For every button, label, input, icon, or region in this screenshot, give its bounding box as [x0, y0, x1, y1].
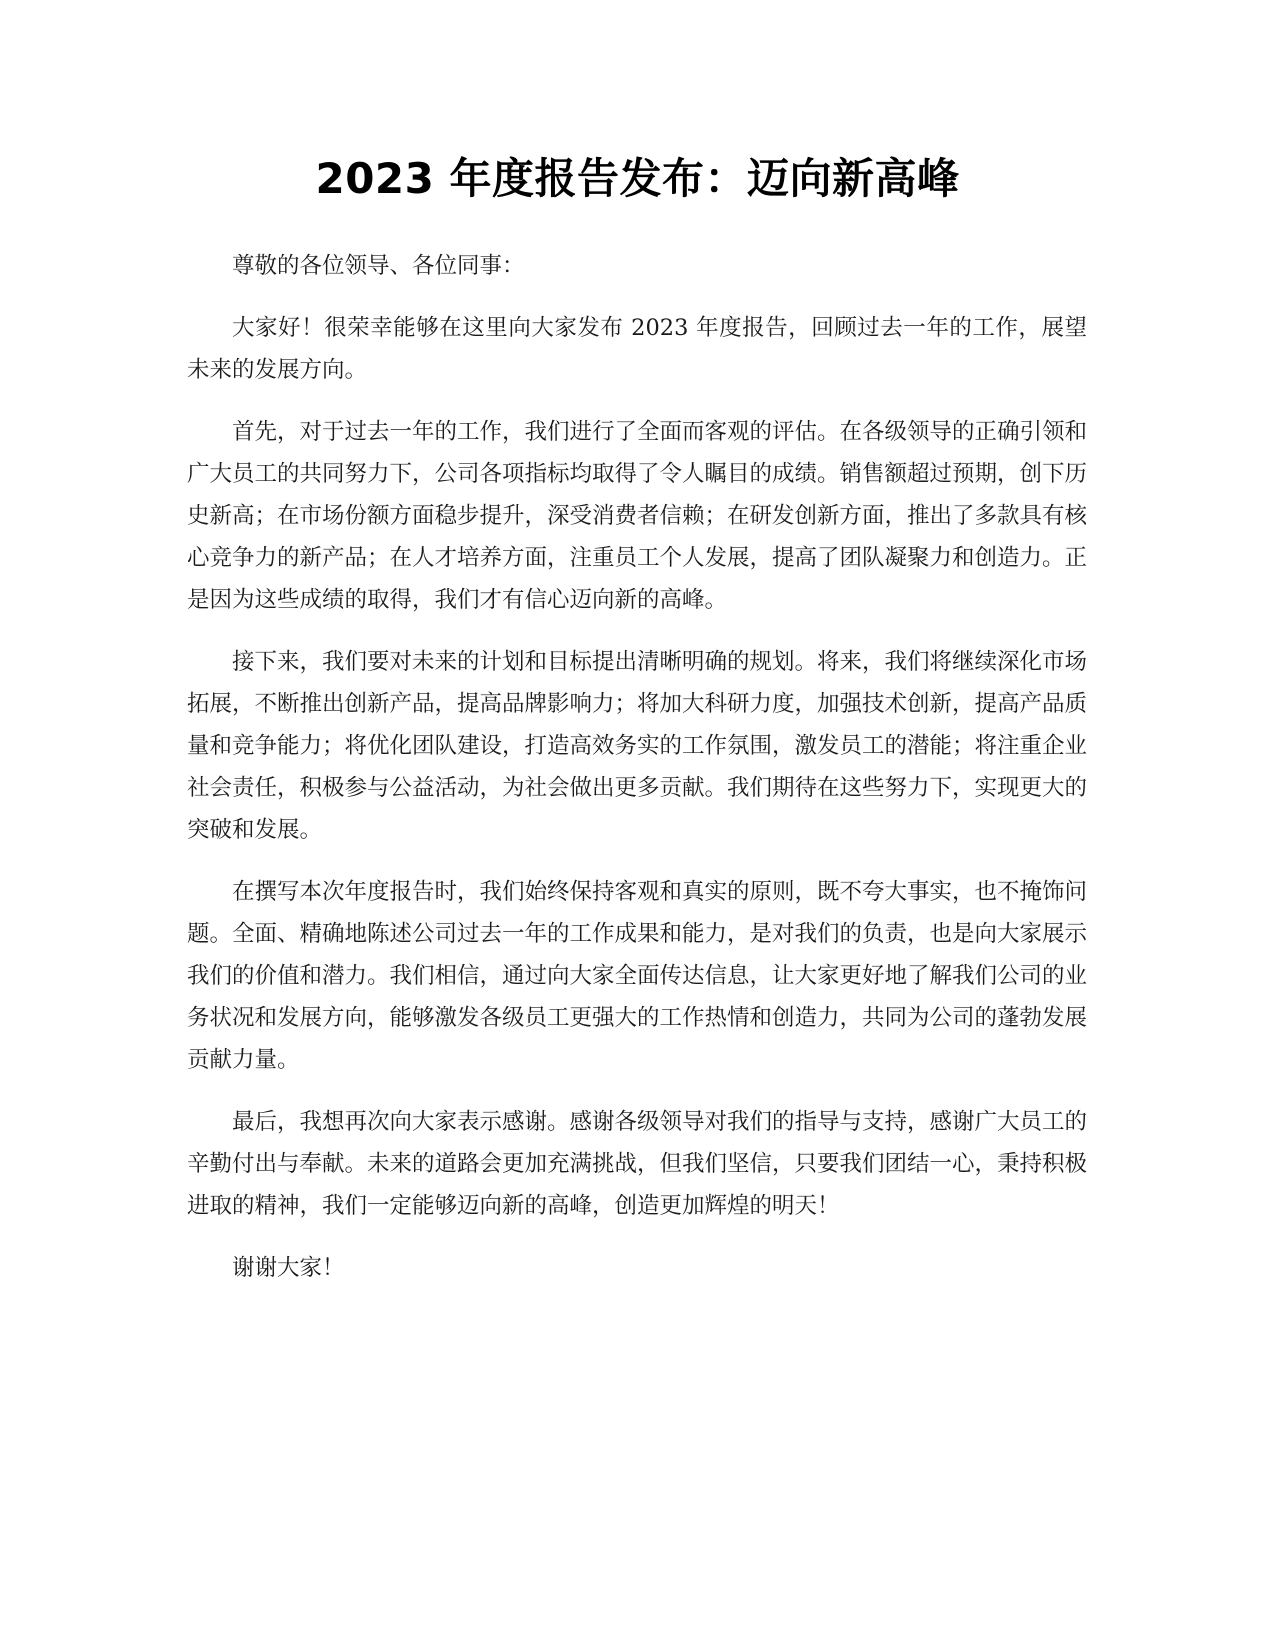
review-paragraph: 首先，对于过去一年的工作，我们进行了全面而客观的评估。在各级领导的正确引领和广大员工的共同努力下，公司各项指标均取得了令人瞩目的成绩。销售额超过预期，创下历史新高；在市场份额方面稳步提升，深受消费者信赖；在研发创新方面，推出了多款具有核心竞争力的新产品；在人才培养方面，注重员工个人发展，提高了团队凝聚力和创造力。正是因为这些成绩的取得，我们才有信心迈向新的高峰。: [187, 419, 1088, 613]
closing-paragraph: 最后，我想再次向大家表示感谢。感谢各级领导对我们的指导与支持，感谢广大员工的辛勤付出与奉献。未来的道路会更加充满挑战，但我们坚信，只要我们团结一心，秉持积极进取的精神，我们一定能够迈向新的高峰，创造更加辉煌的明天！: [187, 1109, 1088, 1219]
greeting-paragraph: 大家好！很荣幸能够在这里向大家发布 2023 年度报告，回顾过去一年的工作，展望未来的发展方向。: [187, 315, 1087, 383]
document-body: [187, 245, 1087, 1309]
document-title: 2023 年度报告发布：迈向新高峰: [315, 154, 960, 203]
plan-paragraph: 接下来，我们要对未来的计划和目标提出清晰明确的规划。将来，我们将继续深化市场拓展，不断推出创新产品，提高品牌影响力；将加大科研力度，加强技术创新，提高产品质量和竞争能力；将优化团队建设，打造高效务实的工作氛围，激发员工的潜能；将注重企业社会责任，积极参与公益活动，为社会做出更多贡献。我们期待在这些努力下，实现更大的突破和发展。: [187, 649, 1088, 843]
thanks-paragraph: 谢谢大家！: [232, 1255, 345, 1281]
principle-paragraph: 在撰写本次年度报告时，我们始终保持客观和真实的原则，既不夸大事实，也不掩饰问题。全面、精确地陈述公司过去一年的工作成果和能力，是对我们的负责，也是向大家展示我们的价值和潜力。我们相信，通过向大家全面传达信息，让大家更好地了解我们公司的业务状况和发展方向，能够激发各级员工更强大的工作热情和创造力，共同为公司的蓬勃发展贡献力量。: [187, 879, 1088, 1073]
salutation-paragraph: 尊敬的各位领导、各位同事：: [232, 253, 525, 279]
